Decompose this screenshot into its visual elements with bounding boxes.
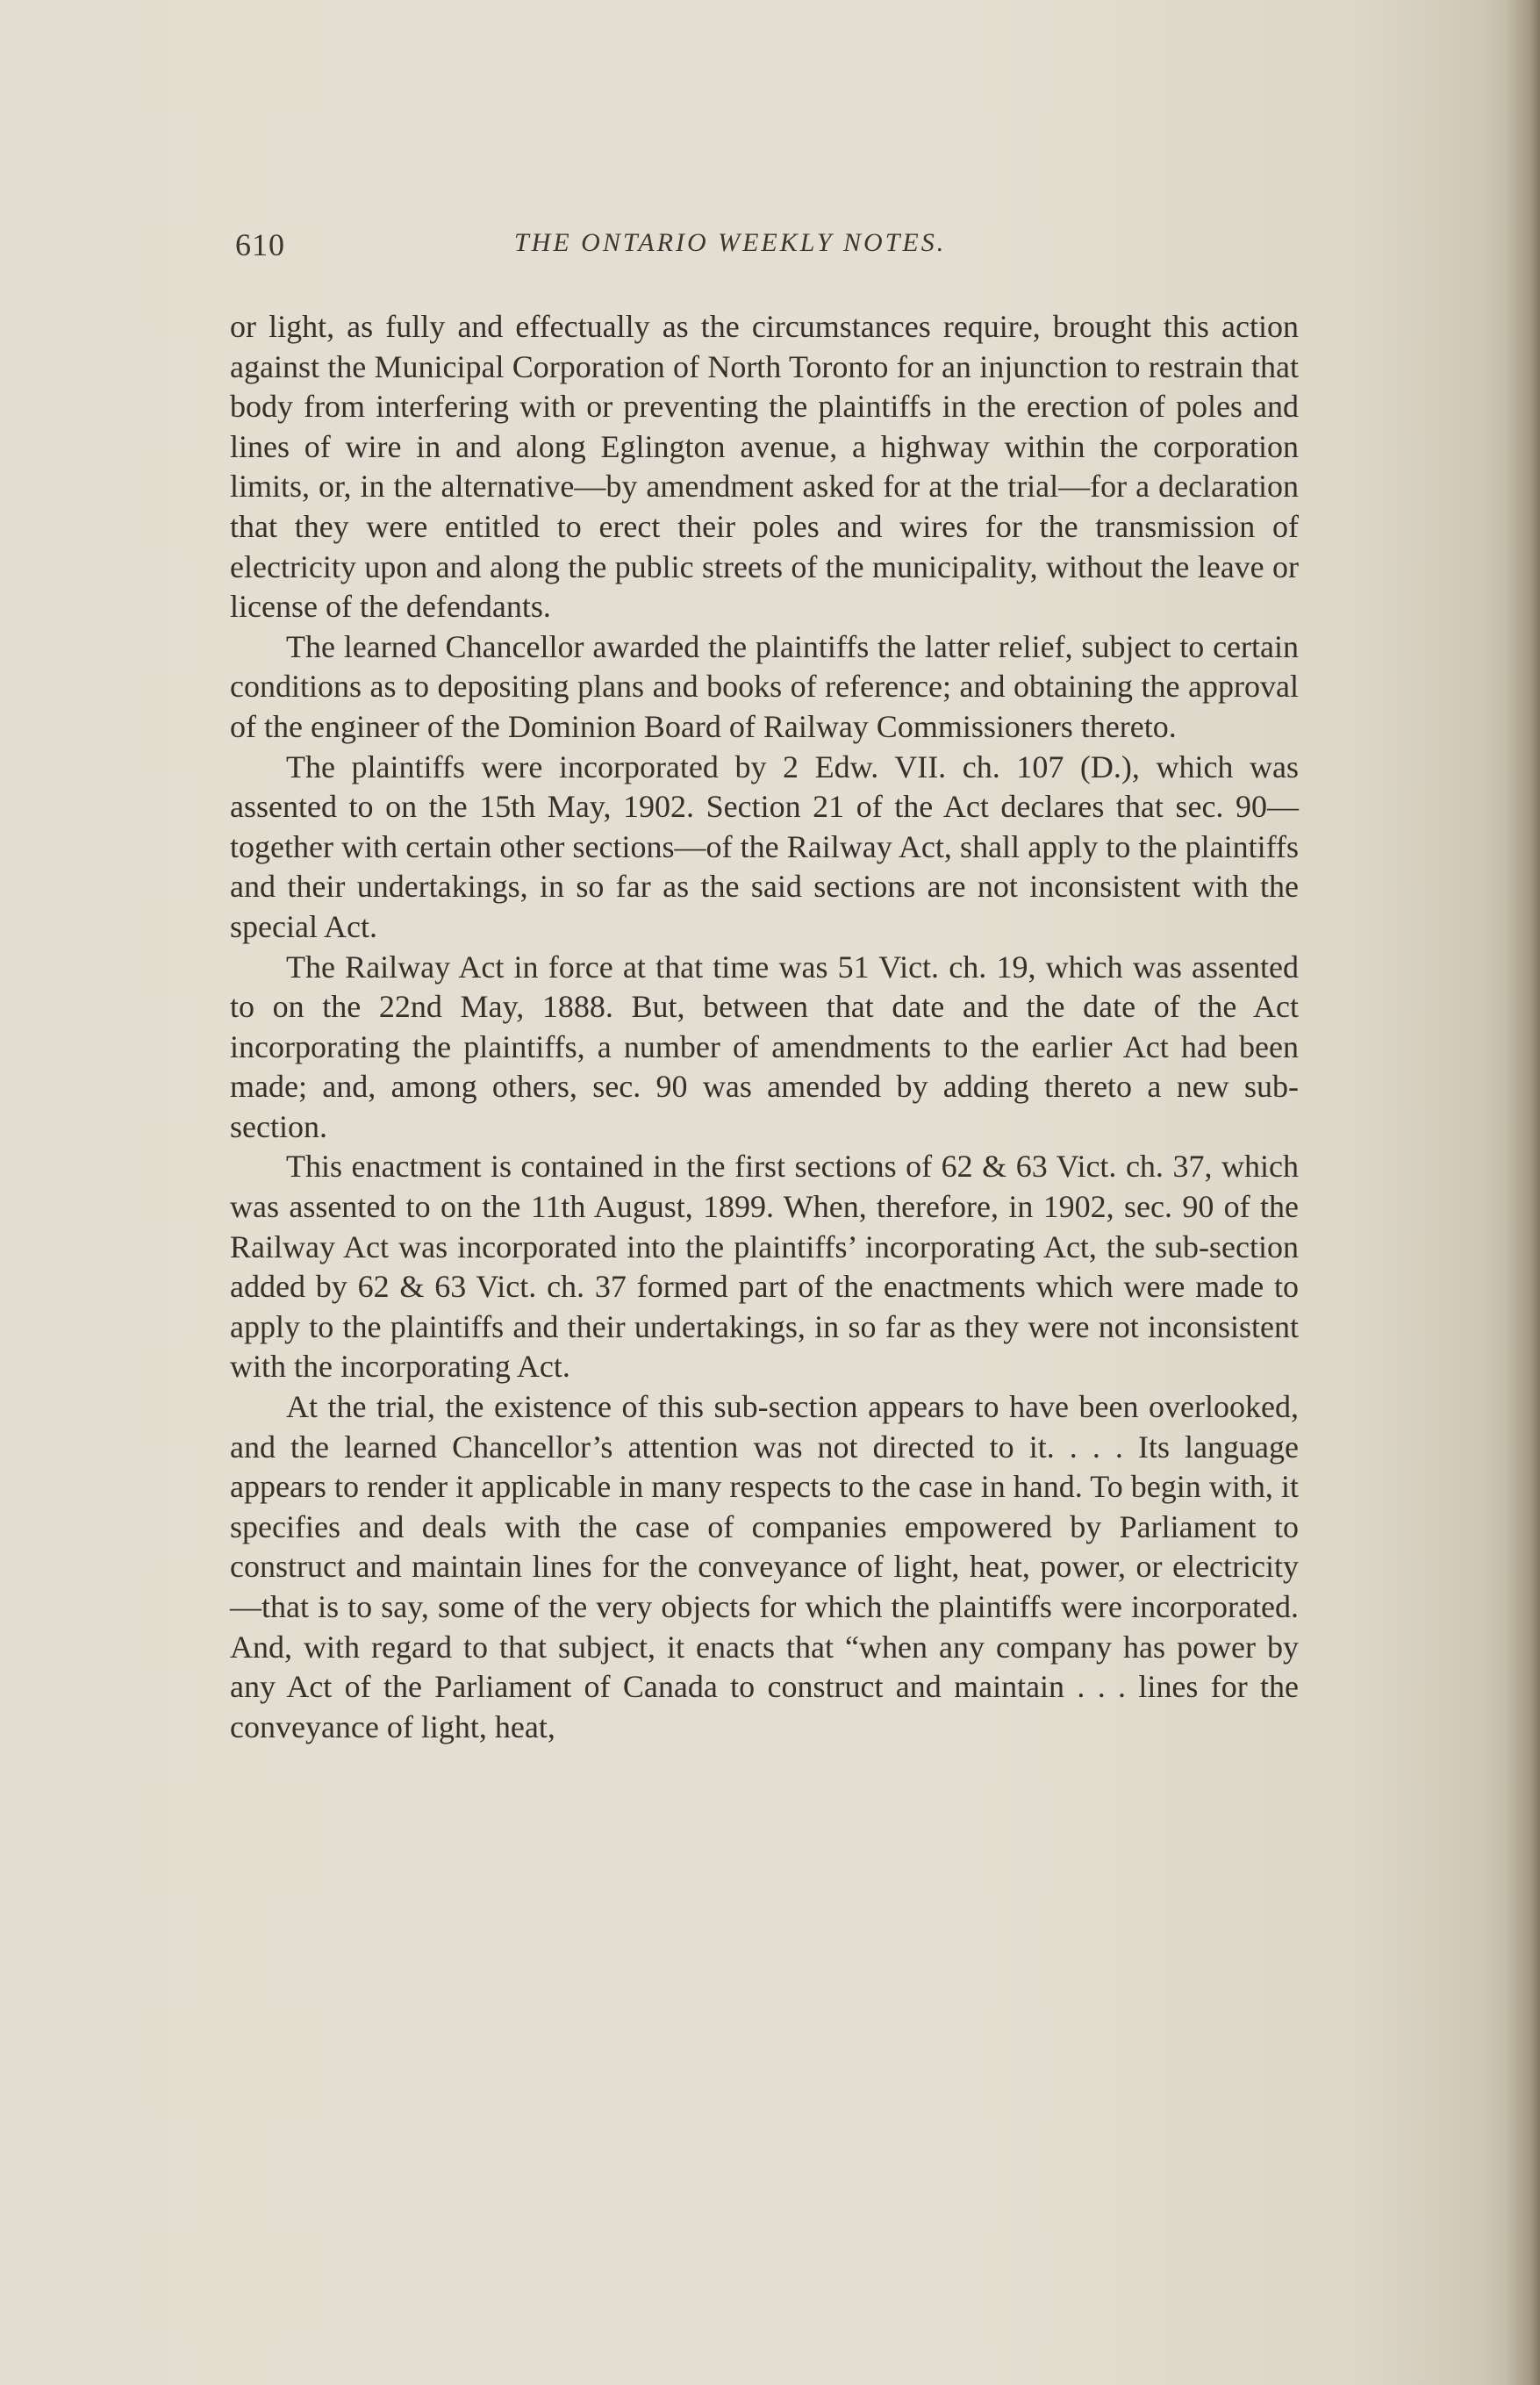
paragraph: At the trial, the existence of this sub-section appears to have been overlooked, and the learned Chancellor’s attention was not directed to it. . . . Its language appears to render it applicable in many respects to the case in hand. To begin with, it specifies and deals with the case of companies empowered by Parliament to construct and maintain lines for the conveyance of light, heat, power, or electricity—that is to say, some of the very objects for which the plaintiffs were incorporated. And, with regard to that subject, it enacts that “when any company has power by any Act of the Parliament of Canada to construct and maintain . . . lines for the conveyance of light, heat,: [230, 1389, 1299, 1744]
paragraph: The Railway Act in force at that time was 51 Vict. ch. 19, which was assented to on the 22nd May, 1888. But, between that date and the date of the Act incorporating the plaintiffs, a number of amendments to the earlier Act had been made; and, among others, sec. 90 was amended by adding thereto a new sub-section.: [230, 949, 1299, 1144]
paragraph: This enactment is contained in the first sections of 62 & 63 Vict. ch. 37, which was assented to on the 11th August, 1899. When, therefore, in 1902, sec. 90 of the Railway Act was incorporated into the plaintiffs’ incorporating Act, the sub-section added by 62 & 63 Vict. ch. 37 formed part of the enactments which were made to apply to the plaintiffs and their undertakings, in so far as they were not inconsistent with the incorporating Act.: [230, 1149, 1299, 1385]
running-head: [235, 226, 1304, 270]
journal-title: THE ONTARIO WEEKLY NOTES.: [514, 228, 947, 257]
paragraph: The learned Chancellor awarded the plaintiffs the latter relief, subject to certain conditions as to depositing plans and books of reference; and obtaining the approval of the engineer of the Dominion Board of Railway Commissioners thereto.: [230, 628, 1299, 744]
paragraph: The plaintiffs were incorporated by 2 Edw. VII. ch. 107 (D.), which was assented to on the 15th May, 1902. Section 21 of the Act declares that sec. 90—together with certain other sections—of the Railway Act, shall apply to the plaintiffs and their undertakings, in so far as the said sections are not inconsistent with the special Act.: [230, 748, 1299, 944]
page-number: 610: [235, 227, 285, 262]
page-edge-shadow: [1505, 0, 1540, 2385]
body-text: [230, 307, 1299, 1747]
paragraph-continuation: or light, as fully and effectually as the circumstances require, brought this action against the Municipal Corporation of North Toronto for an injunction to restrain that body from interfering with or preventing the plaintiffs in the erection of poles and lines of wire in and along Eglington avenue, a highway within the corporation limits, or, in the alternative—by amendment asked for at the trial—for a declaration that they were entitled to erect their poles and wires for the transmission of electricity upon and along the public streets of the municipality, without the leave or license of the defendants.: [230, 309, 1299, 625]
